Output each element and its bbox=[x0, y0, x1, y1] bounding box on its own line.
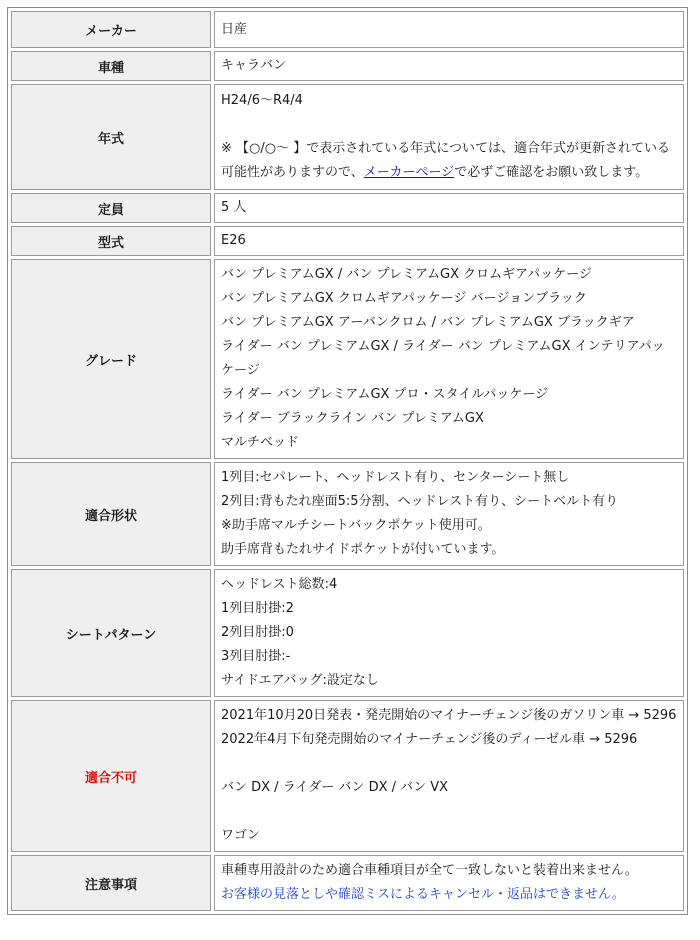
row-notes bbox=[11, 855, 684, 911]
spacer bbox=[221, 752, 677, 776]
label-type: 型式 bbox=[11, 226, 211, 256]
fit-shape-line: ※助手席マルチシートバックポケット使用可。 bbox=[221, 518, 491, 533]
fit-shape-line: 助手席背もたれサイドポケットが付いています。 bbox=[221, 542, 505, 557]
row-grade bbox=[11, 259, 684, 459]
not-compatible-line: 2021年10月20日発表・発売開始のマイナーチェンジ後のガソリン車 → 5296 bbox=[221, 708, 677, 723]
grade-line: バン プレミアムGX / バン プレミアムGX クロムギアパッケージ bbox=[221, 267, 592, 282]
label-not-compatible: 適合不可 bbox=[11, 700, 211, 852]
value-not-compatible bbox=[214, 700, 684, 852]
label-capacity: 定員 bbox=[11, 193, 211, 223]
value-year bbox=[214, 84, 684, 190]
seat-pattern-line: ヘッドレスト総数:4 bbox=[221, 577, 338, 592]
year-note bbox=[221, 137, 677, 185]
seat-pattern-line: サイドエアバッグ:設定なし bbox=[221, 673, 379, 688]
value-maker: 日産 bbox=[214, 11, 684, 48]
not-compatible-line: ワゴン bbox=[221, 828, 261, 843]
fit-shape-line: 1列目:セパレート、ヘッドレスト有り、センターシート無し bbox=[221, 470, 570, 485]
label-model: 車種 bbox=[11, 51, 211, 81]
value-capacity: 5 人 bbox=[214, 193, 684, 223]
grade-line: ライダー バン プレミアムGX プロ・スタイルパッケージ bbox=[221, 387, 549, 402]
maker-page-link[interactable]: メーカーページ bbox=[363, 165, 455, 180]
year-note-tail: で必ずご確認をお願い致します。 bbox=[454, 165, 649, 180]
row-year bbox=[11, 84, 684, 190]
seat-pattern-line: 2列目肘掛:0 bbox=[221, 625, 294, 640]
value-model: キャラバン bbox=[214, 51, 684, 81]
label-fit-shape: 適合形状 bbox=[11, 462, 211, 566]
label-seat-pattern: シートパターン bbox=[11, 569, 211, 697]
grade-line: バン プレミアムGX アーバンクロム / バン プレミアムGX ブラックギア bbox=[221, 315, 635, 330]
notes-line: 車種専用設計のため適合車種項目が全て一致しないと装着出来ません。 bbox=[221, 863, 638, 878]
spacer bbox=[221, 800, 677, 824]
year-range: H24/6～R4/4 bbox=[221, 93, 303, 108]
grade-line: マルチベッド bbox=[221, 435, 300, 450]
year-note-text: ※ 【○/○～ 】で表示されている年式については、適合年式が更新されている可能性がありますので、 bbox=[221, 141, 670, 180]
value-seat-pattern bbox=[214, 569, 684, 697]
label-maker: メーカー bbox=[11, 11, 211, 48]
label-year: 年式 bbox=[11, 84, 211, 190]
not-compatible-line: バン DX / ライダー バン DX / バン VX bbox=[221, 780, 449, 795]
fit-shape-line: 2列目:背もたれ座面5:5分割、ヘッドレスト有り、シートベルト有り bbox=[221, 494, 619, 509]
grade-line: ライダー バン プレミアムGX / ライダー バン プレミアムGX インテリアパッ bbox=[221, 339, 665, 354]
spec-table bbox=[8, 8, 687, 914]
not-compatible-line: 2022年4月下旬発売開始のマイナーチェンジ後のディーゼル車 → 5296 bbox=[221, 732, 638, 747]
value-grade bbox=[214, 259, 684, 459]
row-maker bbox=[11, 11, 684, 48]
row-not-compatible bbox=[11, 700, 684, 852]
label-notes: 注意事項 bbox=[11, 855, 211, 911]
value-notes bbox=[214, 855, 684, 911]
value-fit-shape bbox=[214, 462, 684, 566]
row-model bbox=[11, 51, 684, 81]
spacer bbox=[221, 113, 677, 137]
grade-line: ライダー ブラックライン バン プレミアムGX bbox=[221, 411, 484, 426]
row-capacity bbox=[11, 193, 684, 223]
row-type bbox=[11, 226, 684, 256]
row-fit-shape bbox=[11, 462, 684, 566]
seat-pattern-line: 1列目肘掛:2 bbox=[221, 601, 294, 616]
grade-line: ケージ bbox=[221, 363, 260, 378]
label-grade: グレード bbox=[11, 259, 211, 459]
row-seat-pattern bbox=[11, 569, 684, 697]
notes-warning-line: お客様の見落としや確認ミスによるキャンセル・返品はできません。 bbox=[221, 887, 625, 902]
grade-line: バン プレミアムGX クロムギアパッケージ バージョンブラック bbox=[221, 291, 587, 306]
value-type: E26 bbox=[214, 226, 684, 256]
seat-pattern-line: 3列目肘掛:- bbox=[221, 649, 291, 664]
